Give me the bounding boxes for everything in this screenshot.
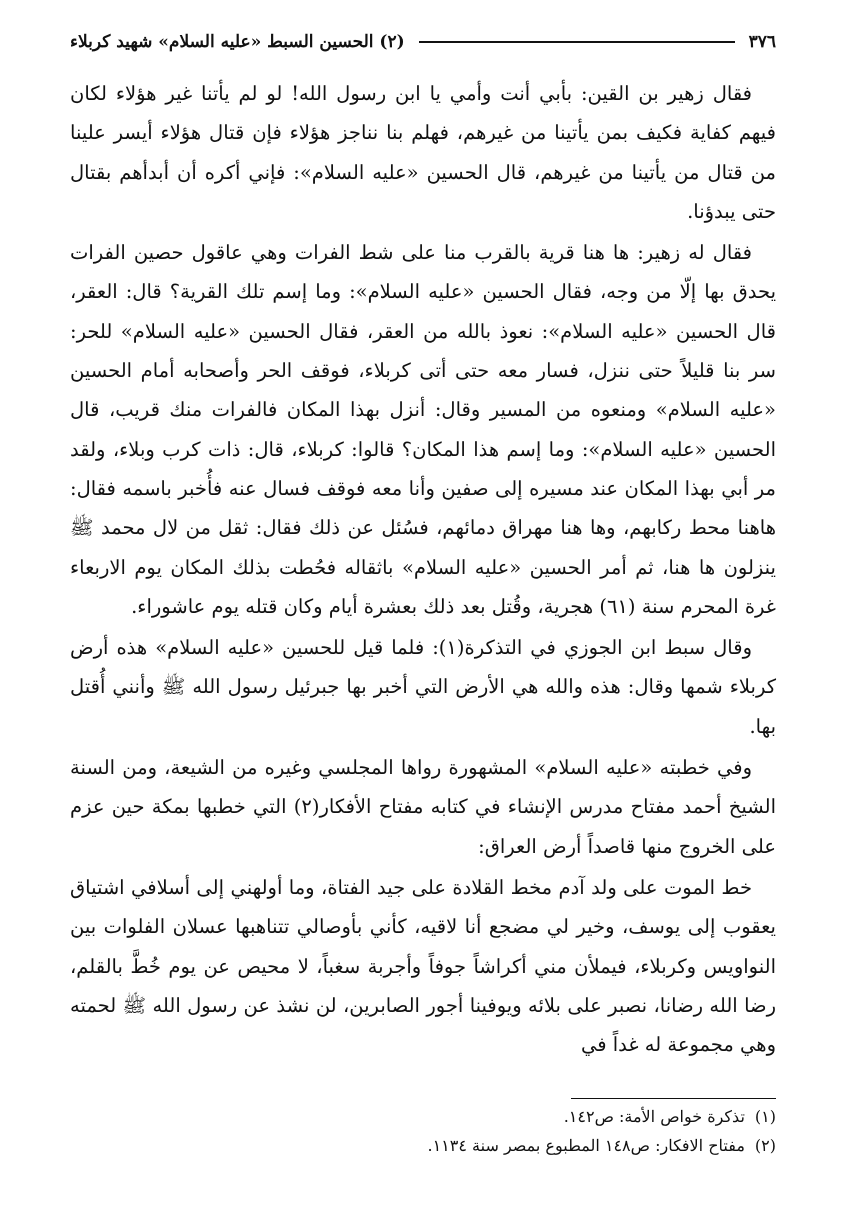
running-title: (٢) الحسين السبط «عليه السلام» شهيد كربلاء (70, 32, 405, 52)
paragraph: خط الموت على ولد آدم مخط القلادة على جيد الفتاة، وما أولهني إلى أسلافي اشتياق يعقوب إلى يوسف، وخير لي مضجع أنا لاقيه، كأني بأوصالي تتناهبها عسلان الفلوات بين النواويس وكربلاء، فيملأن مني أكراشاً جوفاً وأجربة سغباً، لا محيص عن يوم خُطَّ بالقلم، رضا الله رضانا، نصبر على بلائه ويوفينا أجور الصابرين، لن نشذ عن رسول الله ﷺ لحمته وهي مجموعة له غداً في (70, 875, 776, 1057)
footnote-number: (١) (754, 1107, 776, 1126)
paragraph: فقال له زهير: ها هنا قرية بالقرب منا على شط الفرات وهي عاقول حصين الفرات يحدق بها إلّا من وجه، فقال الحسين «عليه السلام»: وما إسم تلك القرية؟ قال: العقر، قال الحسين «عليه السلام»: نعوذ بالله من العقر، فقال الحسين «عليه السلام» للحر: سر بنا قليلاً حتى ننزل، فسار معه حتى أتى كربلاء، فوقف الحر وأصحابه أمام الحسين «عليه السلام» ومنعوه من المسير وقال: أنزل بهذا المكان فالفرات منك قريب، قال الحسين «عليه السلام»: وما إسم هذا المكان؟ قالوا: كربلاء، قال: ذات كرب وبلاء، ولقد مر أبي بهذا المكان عند مسيره إلى صفين وأنا معه فوقف فسال عنه فأُخبر باسمه فقال: هاهنا محط ركابهم، وها هنا مهراق دمائهم، فسُئل عن ذلك فقال: ثقل من لال محمد ﷺ ينزلون ها هنا، ثم أمر الحسين «عليه السلام» باثقاله فحُطت بذلك المكان يوم الاربعاء غرة المحرم سنة (٦١) هجرية، وقُتل بعد ذلك بعشرة أيام وكان قتله يوم عاشوراء. (70, 241, 776, 618)
footnotes (70, 1102, 776, 1160)
footnote-separator (571, 1098, 776, 1099)
footnote (70, 1131, 776, 1160)
page-number: ٣٧٦ (748, 32, 776, 52)
footnote-text: مفتاح الافكار: ص١٤٨ المطبوع بمصر سنة ١١٣٤. (427, 1136, 745, 1155)
header-rule (419, 41, 735, 43)
footnote (70, 1102, 776, 1131)
running-header (70, 22, 776, 62)
page-body (70, 74, 776, 1066)
paragraph: وفي خطبته «عليه السلام» المشهورة رواها المجلسي وغيره من الشيعة، ومن السنة الشيخ أحمد مفتاح مدرس الإنشاء في كتابه مفتاح الأفكار(٢) التي خطبها بمكة حين عزم على الخروج منها قاصداً أرض العراق: (70, 756, 776, 858)
footnote-text: تذكرة خواص الأمة: ص١٤٢. (563, 1107, 745, 1126)
paragraph: وقال سبط ابن الجوزي في التذكرة(١): فلما قيل للحسين «عليه السلام» هذه أرض كربلاء شمها وقال: هذه والله هي الأرض التي أخبر بها جبرئيل رسول الله ﷺ وأنني أُقتل بها. (70, 636, 776, 738)
footnote-number: (٢) (754, 1136, 776, 1155)
paragraph: فقال زهير بن القين: بأبي أنت وأمي يا ابن رسول الله! لو لم يأتنا غير هؤلاء لكان فيهم كفاية فكيف بمن يأتينا من غيرهم، فهلم بنا نناجز هؤلاء فإن قتال هؤلاء أيسر علينا من قتال من يأتينا من غيرهم، قال الحسين «عليه السلام»: فإني أكره أن أبدأهم بقتال حتى يبدؤنا. (70, 82, 776, 223)
